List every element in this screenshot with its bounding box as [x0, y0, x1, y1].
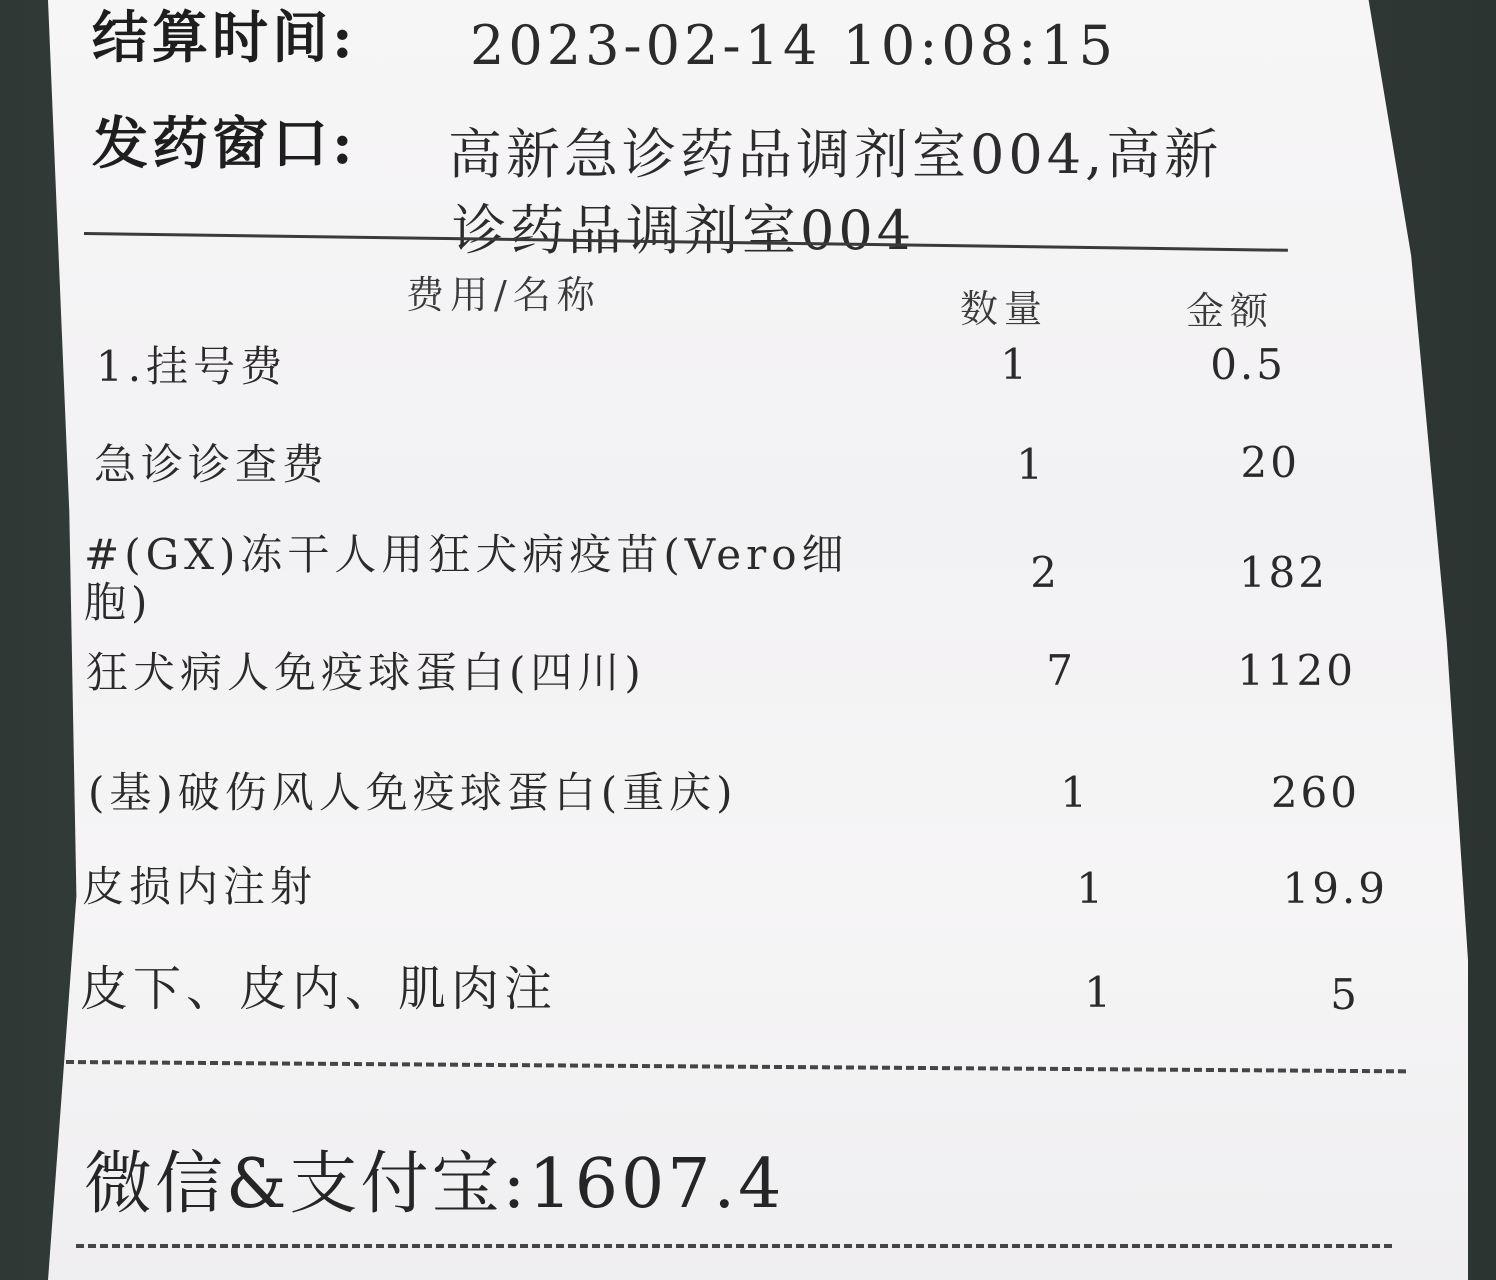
- dispensing-window-value-line1: 高新急诊药品调剂室004,高新: [448, 123, 1223, 186]
- item-name: #(GX)冻干人用狂犬病疫苗(Vero细: [84, 530, 849, 579]
- dispensing-window-value-line2: 诊药品调剂室004: [452, 199, 916, 262]
- column-header-amount: 金额: [1186, 289, 1275, 333]
- item-amount: 260: [1270, 768, 1360, 817]
- item-qty: 1: [1084, 968, 1114, 1017]
- item-amount: 0.5: [1210, 340, 1286, 389]
- item-amount: 5: [1330, 970, 1360, 1019]
- item-name: 皮损内注射: [82, 862, 318, 911]
- item-qty: 1: [1076, 864, 1106, 913]
- item-qty: 2: [1030, 548, 1060, 597]
- item-name: 狂犬病人免疫球蛋白(四川): [86, 648, 646, 697]
- item-amount: 1120: [1237, 646, 1356, 695]
- item-qty: 1: [1000, 340, 1030, 389]
- footer-divider: [76, 1244, 1392, 1248]
- item-name: 皮下、皮内、肌肉注: [80, 961, 558, 1017]
- item-amount: 182: [1238, 548, 1328, 597]
- item-qty: 1: [1016, 440, 1046, 489]
- settlement-time-label: 结算时间:: [92, 5, 357, 71]
- item-name-continued: 胞): [84, 578, 153, 627]
- payment-total: 微信&支付宝:1607.4: [84, 1145, 785, 1224]
- column-header-qty: 数量: [960, 287, 1049, 331]
- item-amount: 19.9: [1282, 864, 1388, 913]
- item-name: (基)破伤风人免疫球蛋白(重庆): [88, 768, 738, 817]
- item-qty: 1: [1060, 768, 1090, 817]
- item-amount: 20: [1240, 438, 1300, 487]
- item-name: 急诊诊查费: [94, 440, 330, 489]
- column-header-name: 费用/名称: [406, 273, 601, 317]
- dispensing-window-label: 发药窗口:: [92, 111, 357, 177]
- item-name: 1.挂号费: [96, 342, 288, 391]
- settlement-time-value: 2023-02-14 10:08:15: [470, 14, 1118, 77]
- item-qty: 7: [1046, 646, 1076, 695]
